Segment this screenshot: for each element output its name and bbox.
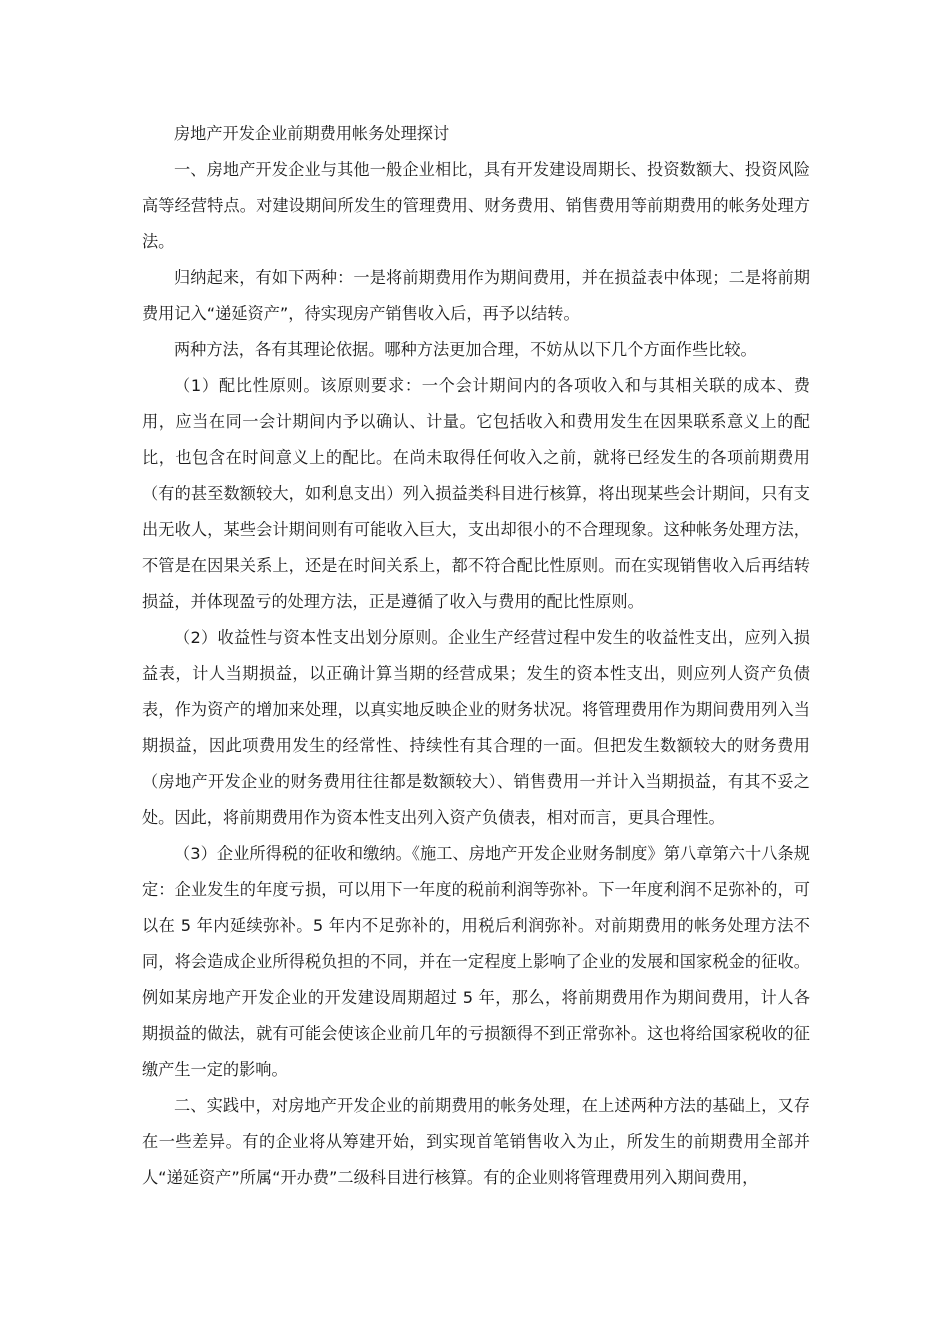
paragraph-1: 一、房地产开发企业与其他一般企业相比，具有开发建设周期长、投资数额大、投资风险高等经营特点。对建设期间所发生的管理费用、财务费用、销售费用等前期费用的帐务处理方法。	[142, 160, 810, 251]
document-title: 房地产开发企业前期费用帐务处理探讨	[174, 124, 450, 143]
paragraph-5: （2）收益性与资本性支出划分原则。企业生产经营过程中发生的收益性支出，应列入损益表，计人当期损益，以正确计算当期的经营成果；发生的资本性支出，则应列人资产负债表，作为资产的增加来处理，以真实地反映企业的财务状况。将管理费用作为期间费用列入当期损益，因此项费用发生的经常性、持续性有其合理的一面。但把发生数额较大的财务费用（房地产开发企业的财务费用往往都是数额较大）、销售费用一并计入当期损益，有其不妥之处。因此，将前期费用作为资本性支出列入资产负债表，相对而言，更具合理性。	[142, 628, 810, 827]
paragraph-7: 二、实践中，对房地产开发企业的前期费用的帐务处理，在上述两种方法的基础上，又存在一些差异。有的企业将从筹建开始，到实现首笔销售收入为止，所发生的前期费用全部并人“递延资产”所属“开办费”二级科目进行核算。有的企业则将管理费用列入期间费用，	[142, 1096, 810, 1187]
document-body	[142, 116, 810, 1196]
paragraph-4: （1）配比性原则。该原则要求：一个会计期间内的各项收入和与其相关联的成本、费用，应当在同一会计期间内予以确认、计量。它包括收入和费用发生在因果联系意义上的配比，也包含在时间意义上的配比。在尚未取得任何收入之前，就将已经发生的各项前期费用（有的甚至数额较大，如利息支出）列入损益类科目进行核算，将出现某些会计期间，只有支出无收人，某些会计期间则有可能收入巨大，支出却很小的不合理现象。这种帐务处理方法，不管是在因果关系上，还是在时间关系上，都不符合配比性原则。而在实现销售收入后再结转损益，并体现盈亏的处理方法，正是遵循了收入与费用的配比性原则。	[142, 376, 810, 611]
paragraph-3: 两种方法，各有其理论依据。哪种方法更加合理，不妨从以下几个方面作些比较。	[174, 340, 757, 359]
paragraph-6: （3）企业所得税的征收和缴纳。《施工、房地产开发企业财务制度》第八章第六十八条规定：企业发生的年度亏损，可以用下一年度的税前利润等弥补。下一年度利润不足弥补的，可以在 5 年内延续弥补。5 年内不足弥补的，用税后利润弥补。对前期费用的帐务处理方法不同，将会造成企业所得税负担的不同，并在一定程度上影响了企业的发展和国家税金的征收。例如某房地产开发企业的开发建设周期超过 5 年，那么，将前期费用作为期间费用，计人各期损益的做法，就有可能会使该企业前几年的亏损额得不到正常弥补。这也将给国家税收的征缴产生一定的影响。	[142, 844, 810, 1079]
paragraph-2: 归纳起来，有如下两种：一是将前期费用作为期间费用，并在损益表中体现；二是将前期费用记入“递延资产”，待实现房产销售收入后，再予以结转。	[142, 268, 810, 323]
